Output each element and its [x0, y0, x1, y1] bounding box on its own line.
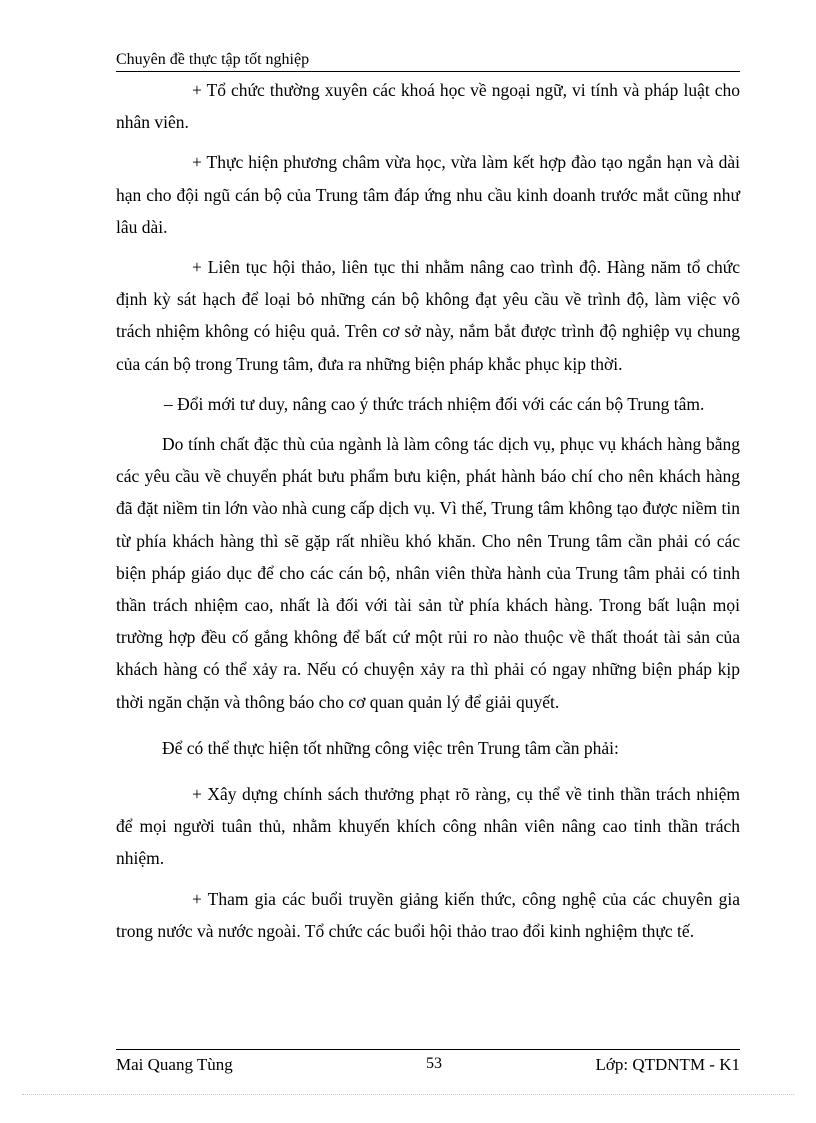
page-body: [116, 74, 740, 947]
body-paragraph: Do tính chất đặc thù của ngành là làm công tác dịch vụ, phục vụ khách hàng bằng các yêu cầu về chuyển phát bưu phẩm bưu kiện, phát hành báo chí cho nên khách hàng đã đặt niềm tin lớn vào nhà cung cấp dịch vụ. Vì thế, Trung tâm không tạo được niềm tin từ phía khách hàng thì sẽ gặp rất nhiều khó khăn. Cho nên Trung tâm cần phải có các biện pháp giáo dục để cho các cán bộ, nhân viên thừa hành của Trung tâm phải có tinh thần trách nhiệm cao, nhất là đối với tài sản từ phía khách hàng. Trong bất luận mọi trường hợp đều cố gắng không để bất cứ một rủi ro nào thuộc về thất thoát tài sản của khách hàng có thể xảy ra. Nếu có chuyện xảy ra thì phải có ngay những biện pháp kịp thời ngăn chặn và thông báo cho cơ quan quản lý để giải quyết.: [116, 434, 740, 712]
page-footer: [116, 1049, 740, 1076]
header-title: Chuyên đề thực tập tốt nghiệp: [116, 51, 310, 68]
page-number: 53: [426, 1055, 442, 1072]
bullet-paragraph: + Xây dựng chính sách thưởng phạt rõ ràng, cụ thể về tinh thần trách nhiệm để mọi người tuân thủ, nhằm khuyến khích công nhân viên nâng cao tinh thần trách nhiệm.: [116, 784, 740, 869]
footer-class: Lớp: QTDNTM - K1: [595, 1055, 740, 1074]
dash-paragraph: – Đổi mới tư duy, nâng cao ý thức trách nhiệm đối với các cán bộ Trung tâm.: [164, 393, 705, 414]
page-bottom-divider: [22, 1094, 794, 1095]
bullet-paragraph: + Thực hiện phương châm vừa học, vừa làm kết hợp đào tạo ngắn hạn và dài hạn cho đội ngũ cán bộ của Trung tâm đáp ứng nhu cầu kinh doanh trước mắt cũng như lâu dài.: [116, 152, 740, 237]
body-paragraph: Để có thể thực hiện tốt những công việc trên Trung tâm cần phải:: [162, 737, 619, 758]
bullet-paragraph: + Tham gia các buổi truyền giảng kiến thức, công nghệ của các chuyên gia trong nước và nước ngoài. Tổ chức các buổi hội thảo trao đổi kinh nghiệm thực tế.: [116, 888, 740, 941]
bullet-paragraph: + Tổ chức thường xuyên các khoá học về ngoại ngữ, vi tính và pháp luật cho nhân viên.: [116, 80, 740, 133]
footer-author: Mai Quang Tùng: [116, 1055, 233, 1074]
page-header: [116, 50, 740, 72]
bullet-paragraph: + Liên tục hội thảo, liên tục thi nhằm nâng cao trình độ. Hàng năm tổ chức định kỳ sát hạch để loại bỏ những cán bộ không đạt yêu cầu về trình độ, làm việc vô trách nhiệm không có hiệu quả. Trên cơ sở này, nắm bắt được trình độ nghiệp vụ chung của cán bộ trong Trung tâm, đưa ra những biện pháp khắc phục kịp thời.: [116, 257, 740, 374]
